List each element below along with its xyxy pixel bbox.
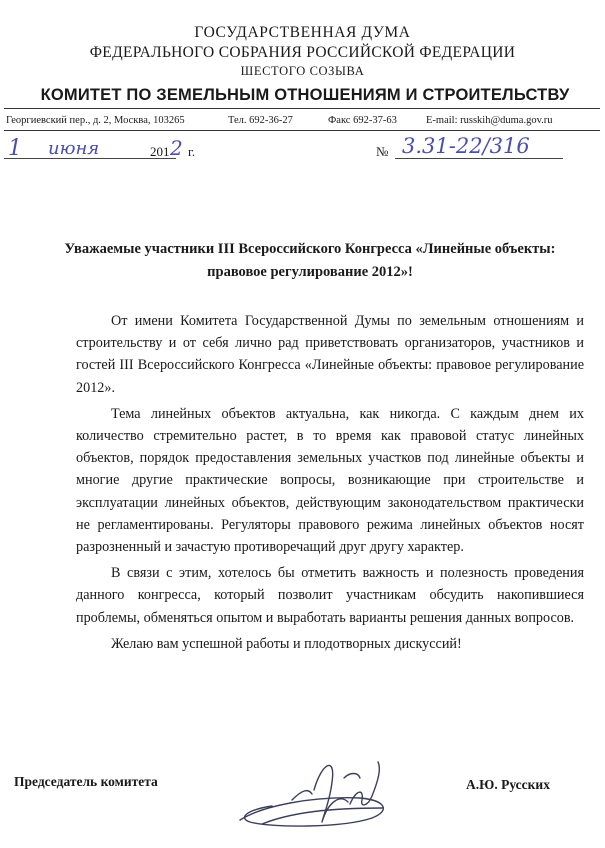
letter-body: [76, 310, 584, 655]
header-convocation: ШЕСТОГО СОЗЫВА: [240, 64, 365, 78]
header-duma: ГОСУДАРСТВЕННАЯ ДУМА: [194, 24, 411, 41]
date-suffix: г.: [188, 144, 196, 159]
contact-email: E-mail: russkih@duma.gov.ru: [426, 115, 553, 126]
paragraph-4: Желаю вам успешной работы и плодотворных дискуссий!: [111, 635, 462, 652]
signature-image: [232, 742, 402, 842]
header-rule-top: [4, 108, 600, 109]
date-day-handwritten: 1: [8, 136, 22, 161]
paragraph-3: В связи с этим, хотелось бы отметить важность и полезность проведения данного конгресса, который позволит участникам обсудить накопившиеся проблемы, обменяться опытом и выработать варианты решения данных вопросов.: [76, 565, 584, 626]
number-underline: [395, 158, 563, 159]
number-handwritten: 3.31-22/316: [402, 134, 530, 158]
paragraph-2: Тема линейных объектов актуальна, как никогда. С каждым днем их количество стремительно растет, в то время как правовой статус линейных объектов, порядок предоставления земельных участков под линейные объекты и многие другие практические вопросы, возникающие при строительстве и эксплуатации линейных объектов, действующим законодательством практически не регламентированы. Регуляторы правового режима линейных объектов носят разрозненный и зачастую противоречащий друг другу характер.: [76, 405, 584, 556]
paragraph-1: От имени Комитета Государственной Думы по земельным отношениям и строительству и от себя лично рад приветствовать организаторов, участников и гостей III Всероссийского Конгресса «Линейные объекты: правовое регулирование 2012».: [76, 313, 584, 396]
number-label: №: [376, 144, 389, 159]
date-year-printed: 201: [150, 144, 170, 159]
contact-phone: Тел. 692-36-27: [228, 115, 293, 126]
header-federal-assembly: ФЕДЕРАЛЬНОГО СОБРАНИЯ РОССИЙСКОЙ ФЕДЕРАЦИИ: [89, 44, 516, 61]
signature-name: А.Ю. Русских: [466, 777, 550, 792]
greeting: Уважаемые участники III Всероссийского Конгресса «Линейные объекты: правовое регулирование 2012»!: [64, 241, 556, 280]
contact-address: Георгиевский пер., д. 2, Москва, 103265: [6, 115, 185, 126]
date-underline: [4, 158, 176, 159]
signature-title: Председатель комитета: [14, 774, 158, 789]
date-year-handwritten: 2: [170, 136, 183, 160]
header-rule-bottom: [4, 130, 600, 131]
date-month-handwritten: июня: [48, 138, 100, 159]
contact-fax: Факс 692-37-63: [328, 115, 397, 126]
committee-name: КОМИТЕТ ПО ЗЕМЕЛЬНЫМ ОТНОШЕНИЯМ И СТРОИТЕЛЬСТВУ: [40, 86, 570, 104]
